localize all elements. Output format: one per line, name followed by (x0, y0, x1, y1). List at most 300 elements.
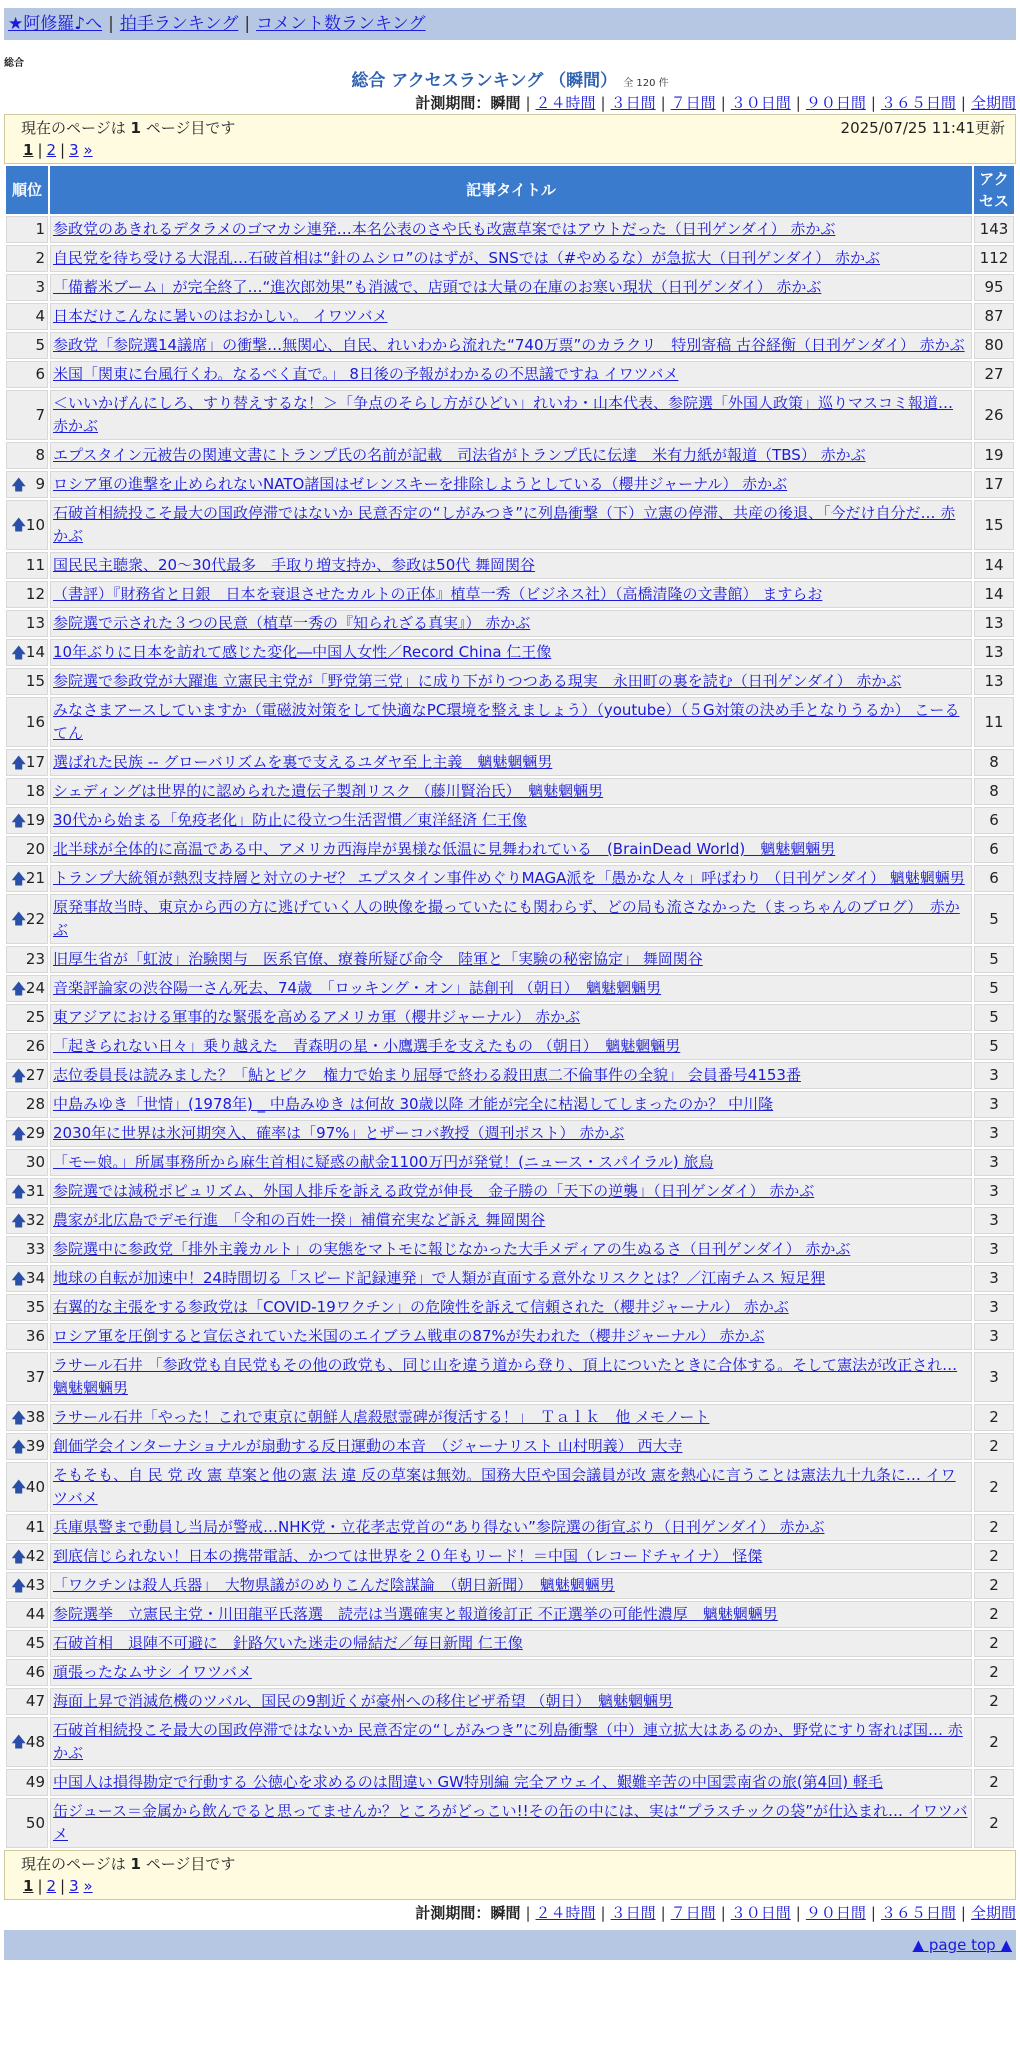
period-separator: | (525, 94, 531, 112)
title-cell (50, 1294, 972, 1321)
category-label: 総合 (4, 58, 24, 69)
rank-up-arrow-icon: 🡅 (11, 909, 27, 928)
period-link[interactable]: 全期間 (970, 94, 1016, 112)
rank-cell (6, 500, 48, 550)
table-row (6, 946, 1014, 973)
page-links (21, 139, 1005, 161)
rank-cell (6, 1004, 48, 1031)
title-cell (50, 894, 972, 944)
period-link[interactable]: ３６５日間 (880, 1904, 956, 1922)
rank-number: 18 (25, 782, 45, 800)
page-separator: | (37, 141, 43, 159)
nav-separator: | (244, 14, 251, 34)
access-count: 17 (974, 471, 1014, 498)
rank-number: 45 (25, 1634, 45, 1652)
article-link[interactable]: 兵庫県警まで動員し当局が警戒…NHK党・立花孝志党首の“あり得ない”参院選の街宣ぶり（日刊ゲンダイ） 赤かぶ (53, 1518, 825, 1536)
article-link[interactable]: 参院選で示された３つの民意（植草一秀の『知られざる真実』） 赤かぶ (53, 614, 531, 632)
rank-number: 27 (25, 1066, 45, 1084)
table-row (6, 1149, 1014, 1176)
table-row (6, 1294, 1014, 1321)
period-link[interactable]: ３６５日間 (880, 94, 956, 112)
article-link[interactable]: 参院選挙 立憲民主党・川田龍平氏落選 読売は当選確実と報道後訂正 不正選挙の可能性濃厚 魑魅魍魎男 (53, 1605, 778, 1623)
access-count: 2 (974, 1462, 1014, 1512)
period-separator: | (870, 94, 876, 112)
title-cell (50, 1207, 972, 1234)
next-page-link[interactable]: » (83, 141, 93, 159)
rank-up-arrow-icon: 🡅 (11, 475, 27, 493)
title-cell (50, 1033, 972, 1060)
rank-cell (6, 471, 48, 498)
article-link[interactable]: （書評）『財務省と日銀 日本を衰退させたカルトの正体』植草一秀（ビジネス社）（高橋清隆の文書館） ますらお (53, 585, 823, 603)
access-count: 2 (974, 1543, 1014, 1570)
rank-number: 21 (25, 869, 45, 887)
rank-number: 3 (35, 278, 45, 296)
access-count: 2 (974, 1659, 1014, 1686)
article-link[interactable]: 中島みゆき「世情」(1978年) _ 中島みゆき は何故 30歳以降 才能が完全に枯渇してしまったのか？ 中川隆 (53, 1095, 774, 1113)
access-count: 2 (974, 1688, 1014, 1715)
title-cell (50, 1091, 972, 1118)
table-row (6, 442, 1014, 469)
current-page-number: 1 (130, 1855, 141, 1873)
rank-up-arrow-icon: 🡅 (11, 753, 27, 771)
period-separator: | (795, 94, 801, 112)
rank-number: 2 (35, 249, 45, 267)
access-count: 3 (974, 1265, 1014, 1292)
rank-number: 37 (25, 1367, 45, 1386)
rank-number: 7 (35, 405, 45, 424)
rank-number: 6 (35, 365, 45, 383)
period-separator: | (795, 1904, 801, 1922)
rank-number: 46 (25, 1663, 45, 1681)
table-row (6, 245, 1014, 272)
period-link[interactable]: ７日間 (670, 94, 716, 112)
article-link[interactable]: エプスタイン元被告の関連文書にトランプ氏の名前が記載 司法省がトランプ氏に伝達 米有力紙が報道（TBS） 赤かぶ (53, 446, 866, 464)
page-link-current: 1 (23, 141, 34, 159)
period-link[interactable]: ３日間 (610, 1904, 656, 1922)
article-link[interactable]: 参院選中に参政党「排外主義カルト」の実態をマトモに報じなかった大手メディアの生ぬるさ（日刊ゲンダイ） 赤かぶ (53, 1240, 851, 1258)
table-row (6, 749, 1014, 776)
article-link[interactable]: 創価学会インターナショナルが扇動する反日運動の本音 （ジャーナリスト 山村明義） 西大寺 (53, 1437, 683, 1455)
title-cell (50, 581, 972, 608)
title-cell (50, 749, 972, 776)
rank-up-arrow-icon: 🡅 (11, 1211, 27, 1229)
rank-number: 38 (25, 1408, 45, 1426)
period-separator: | (600, 1904, 606, 1922)
table-row (6, 390, 1014, 440)
access-count: 5 (974, 1004, 1014, 1031)
rank-cell (6, 610, 48, 637)
column-header-title: 記事タイトル (50, 166, 972, 214)
access-count: 6 (974, 807, 1014, 834)
page-link[interactable]: 3 (69, 1877, 79, 1895)
home-link[interactable]: ★阿修羅♪へ (8, 14, 103, 34)
title-cell (50, 1236, 972, 1263)
period-separator: | (600, 94, 606, 112)
table-row (6, 1433, 1014, 1460)
rank-number: 33 (25, 1240, 45, 1258)
article-link[interactable]: 志位委員長は読みました？「鮎とピク 権力で始まり屈辱で終わる殺田恵二不倫事件の全貌」 会員番号4153番 (53, 1066, 801, 1084)
page-links (21, 1875, 1005, 1897)
article-link[interactable]: 音楽評論家の渋谷陽一さん死去、74歳 「ロッキング・オン」誌創刊 （朝日） 魑魅魍魎男 (53, 979, 662, 997)
title-cell (50, 442, 972, 469)
period-current: 瞬間 (490, 94, 521, 112)
access-count: 2 (974, 1404, 1014, 1431)
comment-ranking-link[interactable]: コメント数ランキング (256, 14, 426, 34)
access-count: 2 (974, 1572, 1014, 1599)
rank-cell (6, 216, 48, 243)
rank-number: 15 (25, 672, 45, 690)
title-cell (50, 390, 972, 440)
article-link[interactable]: 原発事故当時、東京から西の方に逃げていく人の映像を撮っていたにも関わらず、どの局も流さなかった（まっちゃんのブログ） 赤かぶ (53, 898, 960, 939)
title-cell (50, 946, 972, 973)
table-row (6, 807, 1014, 834)
rank-up-arrow-icon: 🡅 (11, 1269, 27, 1287)
rank-up-arrow-icon: 🡅 (11, 1066, 27, 1084)
title-cell (50, 500, 972, 550)
article-link[interactable]: 到底信じられない！日本の携帯電話、かつては世界を２０年もリード！＝中国（レコードチャイナ） 怪傑 (53, 1547, 763, 1565)
title-cell (50, 1717, 972, 1767)
rank-cell (6, 361, 48, 388)
period-separator: | (960, 94, 966, 112)
rank-cell (6, 975, 48, 1002)
page-link[interactable]: 3 (69, 141, 79, 159)
article-link[interactable]: 参政党「参院選14議席」の衝撃…無関心、自民、れいわから流れた“740万票”のカラクリ 特別寄稿 古谷経衡（日刊ゲンダイ） 赤かぶ (53, 336, 965, 354)
access-count: 13 (974, 610, 1014, 637)
rank-cell (6, 1149, 48, 1176)
table-row (6, 697, 1014, 747)
article-link[interactable]: 「備蓄米ブーム」が完全終了…“進次郎効果”も消滅で、店頭では大量の在庫のお寒い現状（日刊ゲンダイ） 赤かぶ (53, 278, 822, 296)
title-cell (50, 1062, 972, 1089)
column-header-access: アクセス (974, 166, 1014, 214)
article-link[interactable]: 「ワクチンは殺人兵器」 大物県議がのめりこんだ陰謀論 （朝日新聞） 魑魅魍魎男 (53, 1576, 615, 1594)
title-cell (50, 361, 972, 388)
table-row (6, 1543, 1014, 1570)
rank-cell (6, 1433, 48, 1460)
rank-up-arrow-icon: 🡅 (11, 1437, 27, 1455)
rank-cell (6, 865, 48, 892)
title-cell (50, 274, 972, 301)
table-row (6, 1572, 1014, 1599)
rank-cell (6, 1543, 48, 1570)
table-row (6, 1798, 1014, 1848)
article-link[interactable]: 海面上昇で消滅危機のツバル、国民の9割近くが豪州への移住ビザ希望 （朝日） 魑魅魍魎男 (53, 1692, 674, 1710)
access-count: 2 (974, 1717, 1014, 1767)
rank-number: 39 (25, 1437, 45, 1455)
article-link[interactable]: 地球の自転が加速中！24時間切る「スピード記録連発」で人類が直面する意外なリスクとは？／江南チムス 短足狸 (53, 1269, 826, 1287)
period-link[interactable]: ３０日間 (730, 94, 791, 112)
article-link[interactable]: 石破首相続投こそ最大の国政停滞ではないか 民意否定の“しがみつき”に列島衝撃（下）立憲の停滞、共産の後退、「今だけ自分だ… 赤かぶ (53, 504, 956, 545)
rank-up-arrow-icon: 🡅 (11, 979, 27, 997)
article-link[interactable]: 頑張ったなムサシ イワツバメ (53, 1663, 252, 1681)
table-row (6, 1514, 1014, 1541)
rank-cell (6, 1033, 48, 1060)
access-count: 19 (974, 442, 1014, 469)
period-link[interactable]: ２４時間 (535, 1904, 596, 1922)
article-link[interactable]: 缶ジュース＝金属から飲んでると思ってませんか？ところがどっこい!!その缶の中には、実は“プラスチックの袋”が仕込まれ… イワツバメ (53, 1802, 968, 1843)
table-row (6, 332, 1014, 359)
rank-cell (6, 639, 48, 666)
article-link[interactable]: そもそも、自 民 党 改 憲 草案と他の憲 法 違 反の草案は無効。国務大臣や国会議員が改 憲を熱心に言うことは憲法九十九条に… イワツバメ (53, 1466, 956, 1507)
rank-cell (6, 778, 48, 805)
access-count: 3 (974, 1294, 1014, 1321)
rank-cell (6, 1091, 48, 1118)
period-separator: | (870, 1904, 876, 1922)
title-cell (50, 668, 972, 695)
access-count: 13 (974, 639, 1014, 666)
rank-cell (6, 807, 48, 834)
ranking-title (4, 70, 1016, 92)
table-row (6, 1236, 1014, 1263)
nav-separator: | (108, 14, 114, 34)
article-link[interactable]: 北半球が全体的に高温である中、アメリカ西海岸が異様な低温に見舞われている (BrainDead World) 魑魅魍魎男 (53, 840, 836, 858)
rank-number: 5 (35, 336, 45, 354)
period-label: 計測期間： (415, 94, 491, 112)
rank-cell (6, 1178, 48, 1205)
table-row (6, 1178, 1014, 1205)
title-cell (50, 1769, 972, 1796)
access-count: 2 (974, 1769, 1014, 1796)
rank-cell (6, 1120, 48, 1147)
updated-timestamp: 2025/07/25 11:41更新 (840, 119, 1005, 137)
table-row (6, 639, 1014, 666)
rank-number: 36 (25, 1327, 45, 1345)
title-cell (50, 1149, 972, 1176)
table-row (6, 1352, 1014, 1402)
access-count: 3 (974, 1120, 1014, 1147)
rank-up-arrow-icon: 🡅 (11, 1408, 27, 1426)
title-cell (50, 1543, 972, 1570)
rank-number: 20 (25, 840, 45, 858)
article-link[interactable]: 「モー娘。」所属事務所から麻生首相に疑惑の献金1100万円が発覚！(ニュース・スパイラル) 旅烏 (53, 1153, 714, 1171)
access-count: 2 (974, 1514, 1014, 1541)
table-row (6, 1601, 1014, 1628)
rank-up-arrow-icon: 🡅 (11, 1182, 27, 1200)
rank-cell (6, 1236, 48, 1263)
rank-cell (6, 836, 48, 863)
rank-up-arrow-icon: 🡅 (11, 811, 27, 829)
page-separator: | (37, 1877, 43, 1895)
next-page-link[interactable]: » (83, 1877, 93, 1895)
article-link[interactable]: ラサール石井「やった！これで東京に朝鮮人虐殺慰霊碑が復活する！」 Ｔａｌｋ 他 メモノート (53, 1408, 710, 1426)
title-cell (50, 1352, 972, 1402)
rank-number: 19 (25, 811, 45, 829)
access-count: 27 (974, 361, 1014, 388)
access-count: 3 (974, 1207, 1014, 1234)
period-separator: | (720, 94, 726, 112)
rank-cell (6, 303, 48, 330)
table-row (6, 1769, 1014, 1796)
title-cell (50, 1265, 972, 1292)
access-count: 112 (974, 245, 1014, 272)
pager-top (4, 114, 1016, 164)
title-cell (50, 778, 972, 805)
period-label: 計測期間： (415, 1904, 491, 1922)
rank-number: 12 (25, 585, 45, 603)
article-link[interactable]: ロシア軍の進撃を止められないNATO諸国はゼレンスキーを排除しようとしている（櫻井ジャーナル） 赤かぶ (53, 475, 788, 493)
rank-cell (6, 390, 48, 440)
period-separator: | (660, 94, 666, 112)
article-link[interactable]: 日本だけこんなに暑いのはおかしい。 イワツバメ (53, 307, 388, 325)
table-row (6, 500, 1014, 550)
rank-number: 35 (25, 1298, 45, 1316)
article-link[interactable]: 参政党のあきれるデタラメのゴマカシ連発…本名公表のさや氏も改憲草案ではアウトだった（日刊ゲンダイ） 赤かぶ (53, 220, 836, 238)
table-row (6, 975, 1014, 1002)
rank-cell (6, 1323, 48, 1350)
title-cell (50, 1514, 972, 1541)
access-count: 80 (974, 332, 1014, 359)
page-top-link[interactable]: ▲ page top ▲ (912, 1936, 1012, 1954)
period-current: 瞬間 (490, 1904, 521, 1922)
table-row (6, 274, 1014, 301)
period-selector (4, 92, 1016, 114)
rank-number: 40 (25, 1477, 45, 1496)
article-link[interactable]: みなさまアースしていますか（電磁波対策をして快適なPC環境を整えましょう）（youtube）（５G対策の決め手となりうるか） こーるてん (53, 701, 960, 742)
access-count: 5 (974, 894, 1014, 944)
access-count: 5 (974, 975, 1014, 1002)
title-cell (50, 245, 972, 272)
title-cell (50, 471, 972, 498)
rank-up-arrow-icon: 🡅 (11, 515, 27, 534)
rank-number: 10 (25, 515, 45, 534)
table-row (6, 1323, 1014, 1350)
rank-number: 47 (25, 1692, 45, 1710)
page-status: 現在のページは 1 ページ目です (21, 119, 236, 137)
page-link-current: 1 (23, 1877, 34, 1895)
article-link[interactable]: 石破首相続投こそ最大の国政停滞ではないか 民意否定の“しがみつき”に列島衝撃（中）連立拡大はあるのか、野党にすり寄れば国… 赤かぶ (53, 1721, 963, 1762)
period-separator: | (660, 1904, 666, 1922)
access-count: 95 (974, 274, 1014, 301)
article-link[interactable]: 石破首相 退陣不可避に 針路欠いた迷走の帰結だ／毎日新聞 仁王像 (53, 1634, 523, 1652)
rank-cell (6, 1404, 48, 1431)
clap-ranking-link[interactable]: 拍手ランキング (119, 14, 239, 34)
rank-number: 43 (25, 1576, 45, 1594)
rank-cell (6, 668, 48, 695)
period-separator: | (960, 1904, 966, 1922)
rank-number: 29 (25, 1124, 45, 1142)
article-link[interactable]: 農家が北広島でデモ行進 「令和の百姓一揆」補償充実など訴え 舞岡関谷 (53, 1211, 546, 1229)
article-link[interactable]: 選ばれた民族 -- グローバリズムを裏で支えるユダヤ至上主義 魑魅魍魎男 (53, 753, 553, 771)
table-row (6, 471, 1014, 498)
article-link[interactable]: ロシア軍を圧倒すると宣伝されていた米国のエイブラム戦車の87%が失われた（櫻井ジャーナル） 赤かぶ (53, 1327, 765, 1345)
title-cell (50, 1462, 972, 1512)
title-cell (50, 610, 972, 637)
rank-cell (6, 1659, 48, 1686)
ranking-title-text: 総合 アクセスランキング （瞬間） (351, 71, 618, 91)
rank-number: 30 (25, 1153, 45, 1171)
table-row (6, 216, 1014, 243)
rank-cell (6, 1798, 48, 1848)
access-count: 3 (974, 1236, 1014, 1263)
table-row (6, 303, 1014, 330)
rank-number: 28 (25, 1095, 45, 1113)
article-link[interactable]: 自民党を待ち受ける大混乱…石破首相は“針のムシロ”のはずが、SNSでは（#やめるな）が急拡大（日刊ゲンダイ） 赤かぶ (53, 249, 880, 267)
rank-up-arrow-icon: 🡅 (11, 1732, 27, 1751)
rank-cell (6, 1207, 48, 1234)
period-link[interactable]: ３０日間 (730, 1904, 791, 1922)
article-link[interactable]: 国民民主聴衆、20〜30代最多 手取り増支持か、参政は50代 舞岡関谷 (53, 556, 536, 574)
rank-cell (6, 1630, 48, 1657)
table-row (6, 552, 1014, 579)
title-cell (50, 1178, 972, 1205)
period-link[interactable]: ２４時間 (535, 94, 596, 112)
rank-number: 49 (25, 1773, 45, 1791)
rank-number: 1 (35, 220, 45, 238)
rank-cell (6, 1601, 48, 1628)
rank-cell (6, 442, 48, 469)
period-link[interactable]: ９０日間 (805, 1904, 866, 1922)
current-page-number: 1 (130, 119, 141, 137)
access-count: 15 (974, 500, 1014, 550)
title-cell (50, 552, 972, 579)
rank-cell (6, 581, 48, 608)
access-count: 87 (974, 303, 1014, 330)
article-link[interactable]: 右翼的な主張をする参政党は「COVID-19ワクチン」の危険性を訴えて信頼された（櫻井ジャーナル） 赤かぶ (53, 1298, 789, 1316)
rank-number: 22 (25, 909, 45, 928)
title-cell (50, 332, 972, 359)
rank-cell (6, 894, 48, 944)
rank-number: 34 (25, 1269, 45, 1287)
article-link[interactable]: 中国人は損得勘定で行動する 公徳心を求めるのは間違い GW特別編 完全アウェイ、艱難辛苦の中国雲南省の旅(第4回) 軽毛 (53, 1773, 883, 1791)
table-row (6, 361, 1014, 388)
table-row (6, 581, 1014, 608)
rank-number: 32 (25, 1211, 45, 1229)
article-link[interactable]: 東アジアにおける軍事的な緊張を高めるアメリカ軍（櫻井ジャーナル） 赤かぶ (53, 1008, 581, 1026)
period-link[interactable]: 全期間 (970, 1904, 1016, 1922)
rank-cell (6, 1717, 48, 1767)
article-link[interactable]: 「起きられない日々」乗り越えた 青森明の星・小鷹選手を支えたもの （朝日） 魑魅魍魎男 (53, 1037, 681, 1055)
article-link[interactable]: シェディングは世界的に認められた遺伝子製剤リスク （藤川賢治氏） 魑魅魍魎男 (53, 782, 604, 800)
article-link[interactable]: トランプ大統領が熱烈支持層と対立のナゼ？ エプスタイン事件めぐりMAGA派を「愚かな人々」呼ばわり （日刊ゲンダイ） 魑魅魍魎男 (53, 869, 965, 887)
title-cell (50, 1120, 972, 1147)
period-link[interactable]: ７日間 (670, 1904, 716, 1922)
article-link[interactable]: 30代から始まる「免疫老化」防止に役立つ生活習慣／東洋経済 仁王像 (53, 811, 527, 829)
period-separator: | (525, 1904, 531, 1922)
rank-number: 17 (25, 753, 45, 771)
rank-number: 23 (25, 950, 45, 968)
article-link[interactable]: 2030年に世界は氷河期突入、確率は「97%」とザーコバ教授（週刊ポスト） 赤かぶ (53, 1124, 625, 1142)
title-cell (50, 639, 972, 666)
rank-cell (6, 1352, 48, 1402)
article-link[interactable]: 旧厚生省が「虹波」治験関与 医系官僚、療養所疑び命令 陸軍と「実験の秘密協定」 舞岡関谷 (53, 950, 703, 968)
title-cell (50, 1630, 972, 1657)
access-count: 2 (974, 1630, 1014, 1657)
rank-cell (6, 749, 48, 776)
rank-cell (6, 274, 48, 301)
rank-number: 14 (25, 643, 45, 661)
article-link[interactable]: 米国「関東に台風行くわ。なるべく直で。」 8日後の予報がわかるの不思議ですね イワツバメ (53, 365, 679, 383)
period-link[interactable]: ３日間 (610, 94, 656, 112)
article-link[interactable]: 10年ぶりに日本を訪れて感じた変化―中国人女性／Record China 仁王像 (53, 643, 552, 661)
rank-number: 42 (25, 1547, 45, 1565)
article-link[interactable]: 参院選で参政党が大躍進 立憲民主党が「野党第三党」に成り下がりつつある現実 永田町の裏を読む（日刊ゲンダイ） 赤かぶ (53, 672, 902, 690)
table-row (6, 1265, 1014, 1292)
rank-cell (6, 552, 48, 579)
page-status: 現在のページは 1 ページ目です (21, 1855, 236, 1873)
period-separator: | (720, 1904, 726, 1922)
period-selector (4, 1902, 1016, 1924)
article-link[interactable]: 参院選では減税ポピュリズム、外国人排斥を訴える政党が伸長 金子勝の「天下の逆襲」（日刊ゲンダイ） 赤かぶ (53, 1182, 815, 1200)
access-count: 6 (974, 836, 1014, 863)
article-link[interactable]: ラサール石井 「参政党も自民党もその他の政党も、同じ山を違う道から登り、頂上についたときに合体する。そして憲法が改正され… 魑魅魍魎男 (53, 1356, 958, 1397)
table-row (6, 836, 1014, 863)
page-link[interactable]: 2 (46, 1877, 57, 1895)
title-cell (50, 1323, 972, 1350)
ranking-table (4, 164, 1016, 1850)
article-link[interactable]: ＜いいかげんにしろ、すり替えするな！＞「争点のそらし方がひどい」れいわ・山本代表、参院選「外国人政策」巡りマスコミ報道… 赤かぶ (53, 394, 954, 435)
period-link[interactable]: ９０日間 (805, 94, 866, 112)
page-link[interactable]: 2 (46, 141, 57, 159)
rank-cell (6, 1769, 48, 1796)
